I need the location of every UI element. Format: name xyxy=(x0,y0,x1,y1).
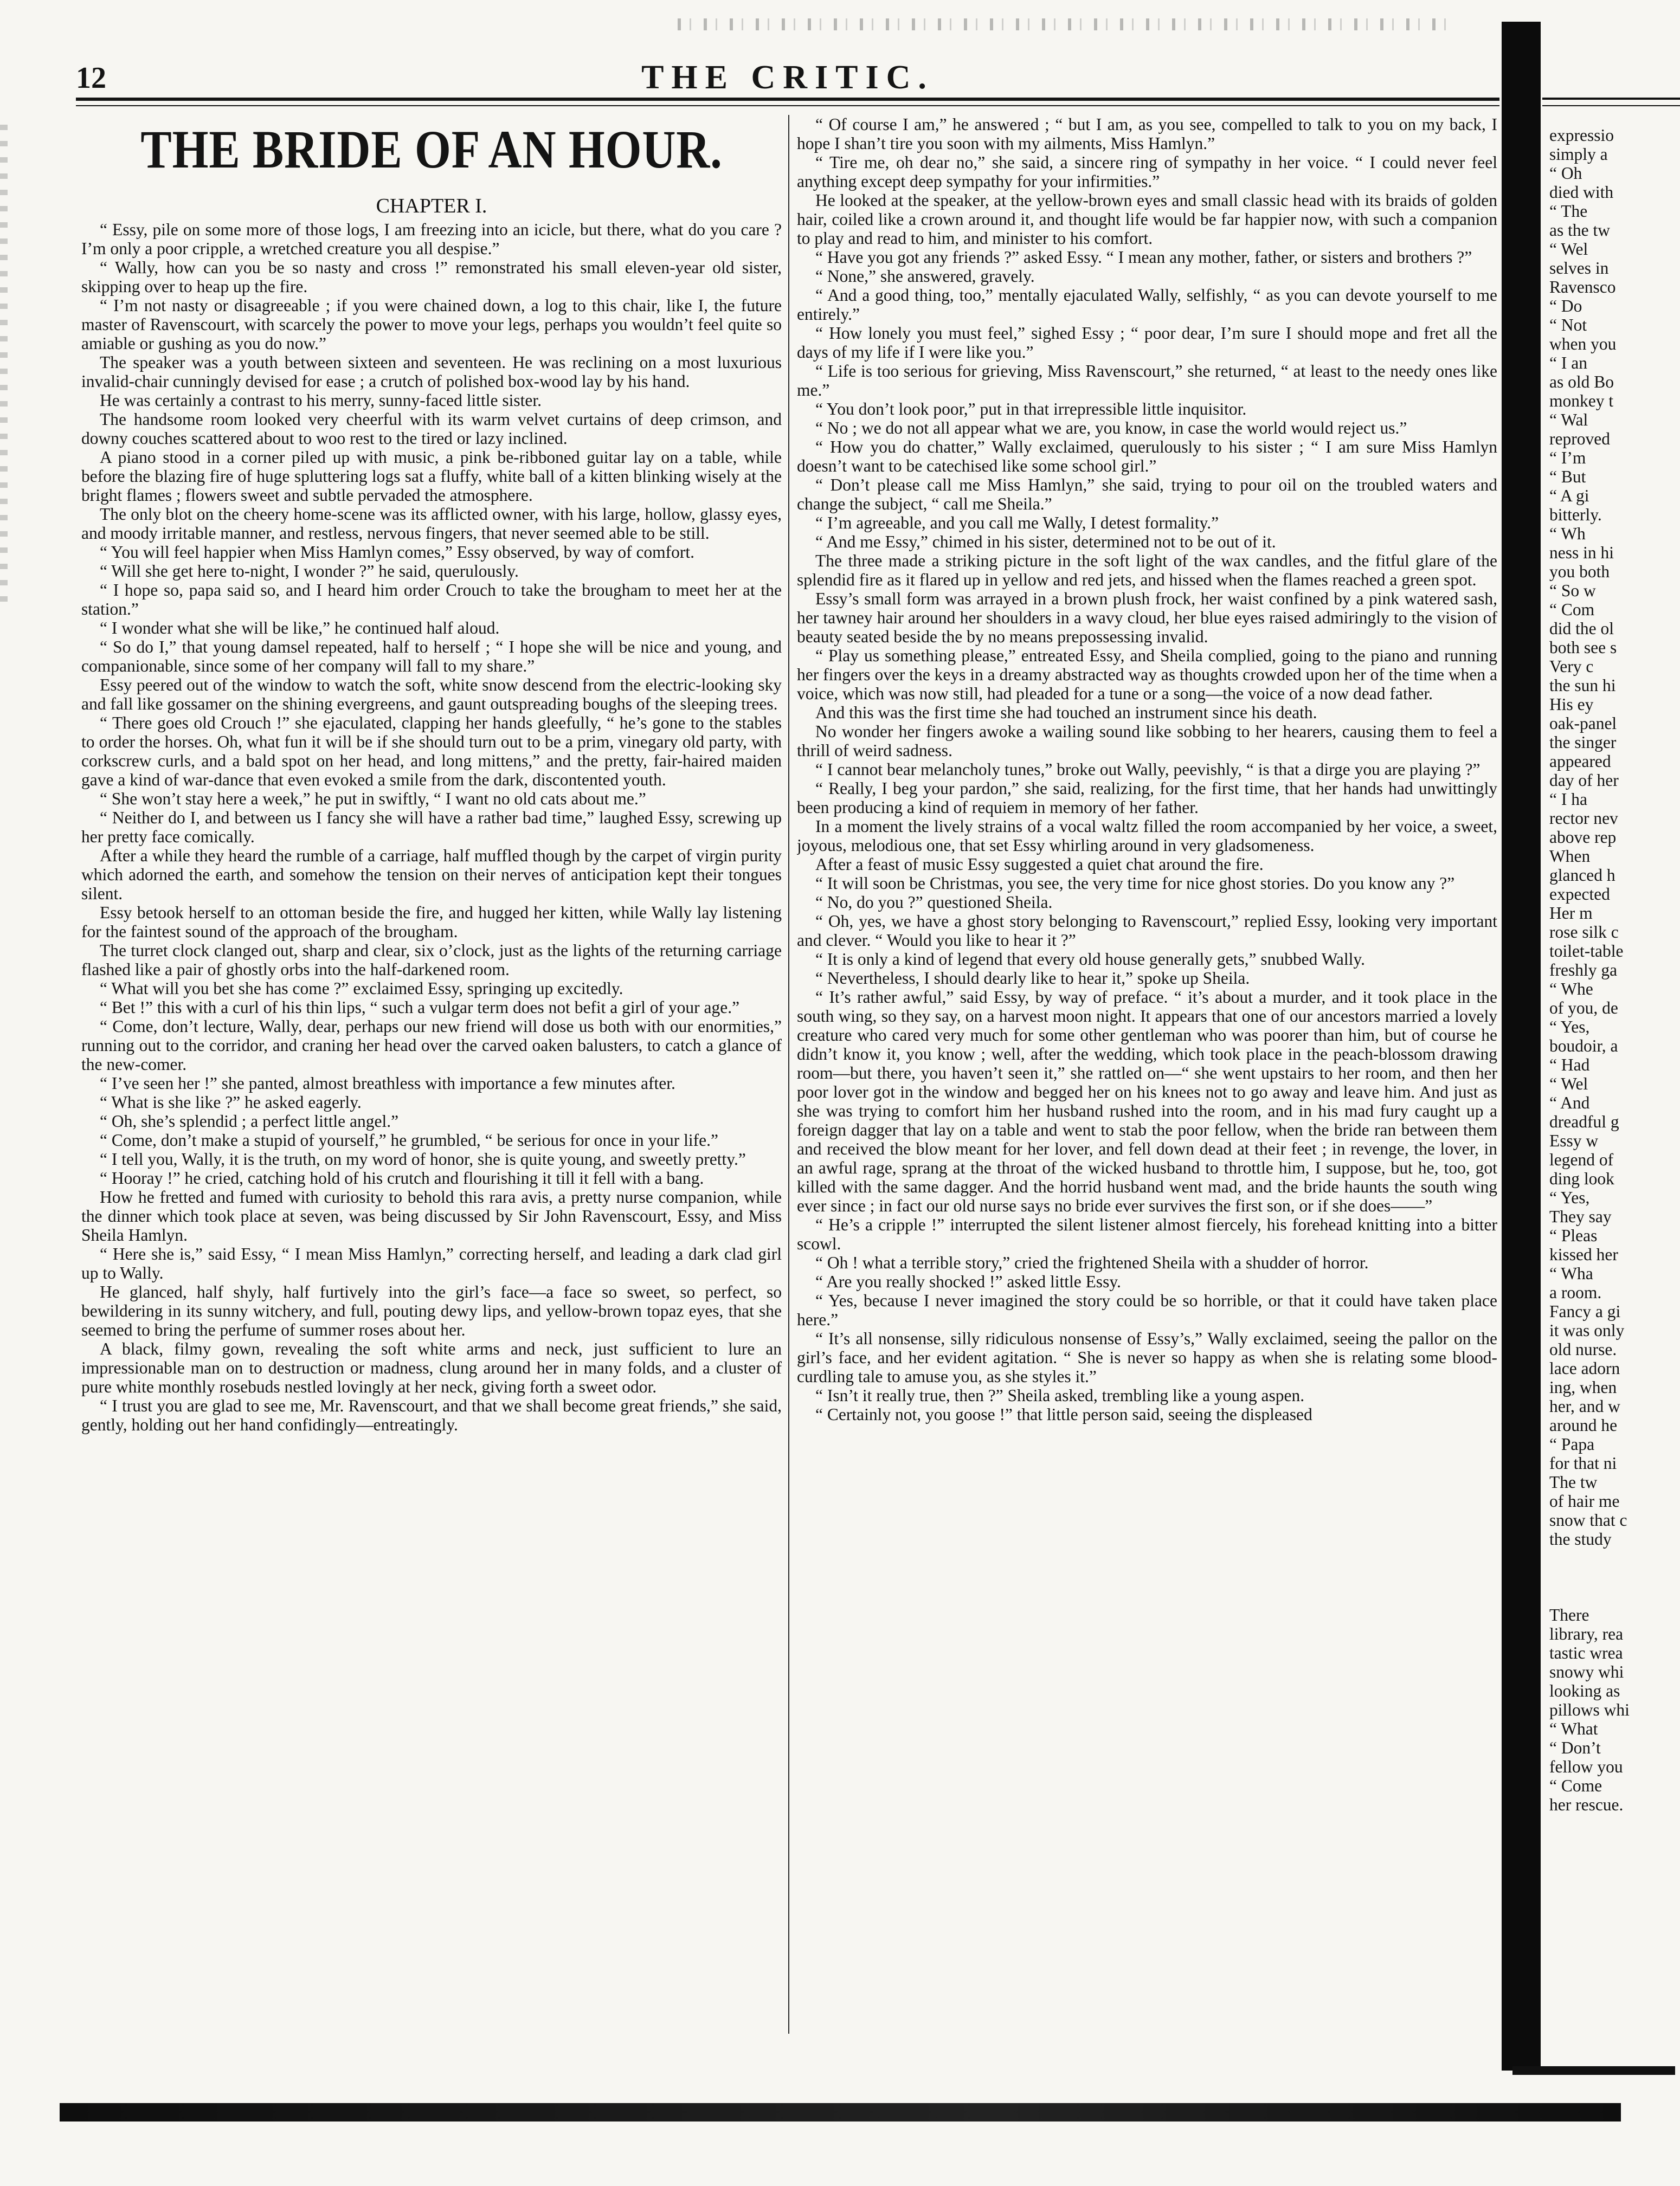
paragraph: “ Of course I am,” he answered ; “ but I am, as you see, compelled to talk to you on my back, I hope I shan’t tire you soon with my ailments, Miss Hamlyn.” xyxy=(797,115,1497,153)
next-page-line-fragment: There xyxy=(1549,1605,1589,1624)
paragraph: “ Wally, how can you be so nasty and cross !” remonstrated his small eleven-year old sister, skipping over to heap up the fire. xyxy=(81,258,782,296)
next-page-line-fragment: “ Whe xyxy=(1549,979,1593,998)
paragraph: The three made a striking picture in the soft light of the wax candles, and the fitful glare of the splendid fire as it flared up in yellow and red jets, and hissed when the flames reached a green spot. xyxy=(797,551,1497,589)
next-page-line-fragment: her rescue. xyxy=(1549,1795,1624,1814)
next-page-line-fragment: for that ni xyxy=(1549,1454,1617,1473)
next-page-line-fragment: lace adorn xyxy=(1549,1359,1620,1378)
next-page-line-fragment: “ Wal xyxy=(1549,410,1588,429)
next-page-line-fragment: “ Wel xyxy=(1549,1074,1588,1093)
paragraph: “ What will you bet she has come ?” exclaimed Essy, springing up excitedly. xyxy=(100,979,623,998)
next-page-line-fragment: you both xyxy=(1549,562,1610,581)
next-page-line-fragment: expected xyxy=(1549,885,1610,904)
next-page-line-fragment: “ Wh xyxy=(1549,524,1586,543)
next-page-line-fragment xyxy=(1549,1568,1674,1587)
paragraph: Essy betook herself to an ottoman beside the fire, and hugged her kitten, while Wally lay listening for the faintest sound of the approach of the brougham. xyxy=(81,903,782,941)
paragraph: “ Neither do I, and between us I fancy she will have a rather bad time,” laughed Essy, screwing up her pretty face comically. xyxy=(81,808,782,846)
page-edge-speckle xyxy=(678,18,1447,30)
paragraph: “ She won’t stay here a week,” he put in swiftly, “ I want no old cats about me.” xyxy=(100,789,646,808)
paragraph: “ I’m not nasty or disagreeable ; if you were chained down, a log to this chair, like I, the future master of Ravenscourt, with scarcely the power to move your legs, perhaps you wouldn’t feel quite so amiable or gushing as you do now.” xyxy=(81,296,782,353)
next-page-line-fragment: simply a xyxy=(1549,145,1608,164)
paragraph: “ And a good thing, too,” mentally ejaculated Wally, selfishly, “ as you can devote yourself to me entirely.” xyxy=(797,286,1497,324)
next-page-line-fragment: glanced h xyxy=(1549,866,1615,885)
paragraph: “ I tell you, Wally, it is the truth, on my word of honor, she is quite young, and sweetly pretty.” xyxy=(100,1150,746,1169)
next-page-line-fragment: “ But xyxy=(1549,467,1586,486)
next-page-line-fragment: above rep xyxy=(1549,828,1617,847)
next-page-line-fragment: pillows whi xyxy=(1549,1700,1630,1719)
next-page-line-fragment: “ So w xyxy=(1549,581,1596,600)
next-page-line-fragment: a room. xyxy=(1549,1283,1602,1302)
text-column-2 xyxy=(797,115,1497,2034)
paragraph: “ Oh, she’s splendid ; a perfect little angel.” xyxy=(100,1112,399,1131)
paragraph: “ It’s all nonsense, silly ridiculous nonsense of Essy’s,” Wally exclaimed, seeing the pallor on the girl’s face, and her evident agitation. “ She is never so happy as when she is relating some blood-curdling tale to amuse you, as she styles it.” xyxy=(797,1329,1497,1386)
next-page-line-fragment: the sun hi xyxy=(1549,676,1616,695)
paragraph: He was certainly a contrast to his merry, sunny-faced little sister. xyxy=(100,391,542,410)
next-page-line-fragment: rector nev xyxy=(1549,809,1618,828)
next-page-line-fragment: old nurse. xyxy=(1549,1340,1617,1359)
next-page-line-fragment: “ Do xyxy=(1549,296,1582,315)
paragraph: “ How lonely you must feel,” sighed Essy ; “ poor dear, I’m sure I should mope and fret all the days of my life if I were like you.” xyxy=(797,324,1497,362)
paragraph: A piano stood in a corner piled up with music, a pink be-ribboned guitar lay on a table, while before the blazing fire of huge spluttering logs sat a fluffy, white ball of a kitten blinking wisely at the bright flames ; flowers sweet and subtle pervaded the atmosphere. xyxy=(81,448,782,505)
paragraph: “ Nevertheless, I should dearly like to hear it,” spoke up Sheila. xyxy=(815,969,1250,988)
next-page-line-fragment: “ Yes, xyxy=(1549,1017,1590,1036)
next-page-line-fragment: “ And xyxy=(1549,1093,1590,1112)
next-page-line-fragment: boudoir, a xyxy=(1549,1036,1618,1055)
paragraph: “ Isn’t it really true, then ?” Sheila asked, trembling like a young aspen. xyxy=(815,1386,1305,1405)
next-page-header-rule xyxy=(1542,98,1680,100)
next-page-line-fragment: ness in hi xyxy=(1549,543,1614,562)
next-page-line-fragment: the study xyxy=(1549,1530,1612,1549)
next-page-line-fragment: bitterly. xyxy=(1549,505,1602,524)
next-page-line-fragment: kissed her xyxy=(1549,1245,1618,1264)
paragraph: “ You don’t look poor,” put in that irrepressible little inquisitor. xyxy=(815,399,1247,418)
next-page-line-fragment: library, rea xyxy=(1549,1624,1624,1643)
next-page-line-fragment: oak-panel xyxy=(1549,714,1617,733)
next-page-header-rule-thin xyxy=(1542,105,1680,106)
next-page-line-fragment: legend of xyxy=(1549,1150,1614,1169)
next-page-line-fragment: “ Come xyxy=(1549,1776,1602,1795)
next-page-foot-mark xyxy=(1512,2066,1675,2075)
next-page-line-fragment: “ The xyxy=(1549,202,1588,221)
next-page-line-fragment: “ A gi xyxy=(1549,486,1589,505)
paragraph: “ What is she like ?” he asked eagerly. xyxy=(100,1093,362,1112)
paragraph: How he fretted and fumed with curiosity to behold this rara avis, a pretty nurse companion, while the dinner which took place at seven, was being discussed by Sir John Ravenscourt, Essy, and Miss Sheila Hamlyn. xyxy=(81,1188,782,1244)
next-page-line-fragment: Ravensco xyxy=(1549,278,1616,296)
next-page-line-fragment: tastic wrea xyxy=(1549,1643,1623,1662)
paragraph: “ Play us something please,” entreated Essy, and Sheila complied, going to the piano and running her fingers over the keys in a dreamy abstracted way as thoughts crowded upon her of the time when a voice, which was now still, had pleaded for a tune or a song—the voice of a now dead father. xyxy=(797,646,1497,703)
next-page-line-fragment: fellow you xyxy=(1549,1757,1623,1776)
next-page-line-fragment: ding look xyxy=(1549,1169,1614,1188)
paragraph: “ No ; we do not all appear what we are, you know, in case the world would reject us.” xyxy=(815,418,1407,437)
paragraph: No wonder her fingers awoke a wailing sound like sobbing to her hearers, causing them to feel a thrill of weird sadness. xyxy=(797,722,1497,760)
paragraph: After a feast of music Essy suggested a quiet chat around the fire. xyxy=(815,855,1264,874)
paragraph: “ Really, I beg your pardon,” she said, realizing, for the first time, that her hands had unwittingly been producing a kind of requiem in memory of her father. xyxy=(797,779,1497,817)
paragraph: “ Here she is,” said Essy, “ I mean Miss Hamlyn,” correcting herself, and leading a dark clad girl up to Wally. xyxy=(81,1244,782,1282)
next-page-line-fragment: of hair me xyxy=(1549,1492,1620,1511)
next-page-line-fragment: expressio xyxy=(1549,126,1614,145)
next-page-line-fragment: “ Don’t xyxy=(1549,1738,1601,1757)
paragraph: “ How you do chatter,” Wally exclaimed, querulously to his sister ; “ I am sure Miss Hamlyn doesn’t want to be catechised like some school girl.” xyxy=(797,437,1497,475)
next-page-line-fragment: snowy whi xyxy=(1549,1662,1624,1681)
next-page-line-fragment: “ Wel xyxy=(1549,240,1588,259)
paragraph: “ Come, don’t make a stupid of yourself,” he grumbled, “ be serious for once in your life.” xyxy=(100,1131,718,1150)
next-page-line-fragment: “ I an xyxy=(1549,353,1587,372)
next-page-line-fragment: it was only xyxy=(1549,1321,1625,1340)
header-rule-thick xyxy=(76,98,1499,101)
paragraph: He glanced, half shyly, half furtively into the girl’s face—a face so sweet, so perfect, so bewildering in its sunny witchery, and full, pouting dewy lips, and yellow-brown topaz eyes, that she seemed to bring the perfume of summer roses about her. xyxy=(81,1282,782,1339)
paragraph: And this was the first time she had touched an instrument since his death. xyxy=(815,703,1317,722)
paragraph: “ Come, don’t lecture, Wally, dear, perhaps our new friend will dose us both with our enormities,” running out to the corridor, and craning her head over the carved oaken balusters, to catch a glance of the new-comer. xyxy=(81,1017,782,1074)
paragraph: He looked at the speaker, at the yellow-brown eyes and small classic head with its braids of golden hair, coiled like a crown around it, and thought life would be far happier now, with such a companion to play and read to him, and minister to his comfort. xyxy=(797,191,1497,248)
next-page-line-fragment: monkey t xyxy=(1549,391,1614,410)
binding-spine-marks xyxy=(0,125,8,612)
paragraph: Essy’s small form was arrayed in a brown plush frock, her waist confined by a pink watered sash, her tawney hair around her shoulders in a wavy cloud, her blue eyes raised admiringly to the vision of beauty seated beside the by no means prepossessing invalid. xyxy=(797,589,1497,646)
next-page-line-fragment: toilet-table xyxy=(1549,942,1624,960)
page-header xyxy=(76,59,1499,96)
next-page-line-fragment: appeared xyxy=(1549,752,1611,771)
paragraph: In a moment the lively strains of a vocal waltz filled the room accompanied by her voice, a sweet, joyous, melodious one, that set Essy whirling around in very gladsomeness. xyxy=(797,817,1497,855)
column-divider xyxy=(788,115,789,2034)
page-number: 12 xyxy=(76,61,106,95)
next-page-line-fragment: as the tw xyxy=(1549,221,1610,240)
next-page-line-fragment: when you xyxy=(1549,334,1617,353)
next-page-line-fragment xyxy=(1549,1587,1674,1605)
next-page-line-fragment: rose silk c xyxy=(1549,923,1619,942)
next-page-line-fragment: Essy w xyxy=(1549,1131,1599,1150)
paragraph: “ He’s a cripple !” interrupted the silent listener almost fiercely, his forehead knitting into a bitter scowl. xyxy=(797,1215,1497,1253)
chapter-heading: CHAPTER I. xyxy=(376,195,487,217)
next-page-line-fragment: “ What xyxy=(1549,1719,1598,1738)
next-page-line-fragment: the singer xyxy=(1549,733,1617,752)
next-page-line-fragment: “ Pleas xyxy=(1549,1226,1598,1245)
next-page-line-fragment: They say xyxy=(1549,1207,1612,1226)
next-page-line-fragment: “ Oh xyxy=(1549,164,1582,183)
next-page-line-fragment: Her m xyxy=(1549,904,1593,923)
paragraph: “ It will soon be Christmas, you see, the very time for nice ghost stories. Do you know any ?” xyxy=(815,874,1455,893)
paragraph: “ It’s rather awful,” said Essy, by way of preface. “ it’s about a murder, and it took place in the south wing, so they say, on a harvest moon night. It appears that one of our ancestors married a lovely creature who cared very much for some other gentleman who was poorer than him, but of course he didn’t know it, you know ; well, after the wedding, which took place in the peach-blossom drawing room—but there, you haven’t seen it,” she rattled on—“ she went upstairs to her room, and then her poor lover got in the window and begged her on his knees not to go away and leave him. And just as she was trying to comfort him her husband rushed into the room, and in his mad fury caught up a foreign dagger that lay on a table and went to stab the poor fellow, when the bride ran between them and received the blow meant for her lover, and fell down dead at their feet ; in revenge, the lover, in an awful rage, sprang at the throat of the wicked husband to throttle him, I suppose, but he, too, got killed with the same dagger. And the horrid husband went mad, and the bride haunts the south wing ever since ; in fact our old nurse says no bride ever survives the first son, or if she does——” xyxy=(797,988,1497,1215)
paragraph: The handsome room looked very cheerful with its warm velvet curtains of deep crimson, and downy couches scattered about to woo rest to the tired or lazy inclined. xyxy=(81,410,782,448)
paragraph: Essy peered out of the window to watch the soft, white snow descend from the electric-looking sky and fall like gossamer on the shining evergreens, and gaunt outspreading boughs of the sleeping trees. xyxy=(81,675,782,713)
next-page-line-fragment: snow that c xyxy=(1549,1511,1627,1530)
next-page-line-fragment: When xyxy=(1549,847,1591,866)
next-page-line-fragment: “ Com xyxy=(1549,600,1595,619)
next-page-line-fragment: both see s xyxy=(1549,638,1617,657)
paragraph: “ No, do you ?” questioned Sheila. xyxy=(815,893,1053,912)
paragraph: “ Don’t please call me Miss Hamlyn,” she said, trying to pour oil on the troubled waters and change the subject, “ call me Sheila.” xyxy=(797,475,1497,513)
paragraph: “ Oh ! what a terrible story,” cried the frightened Sheila with a shudder of horror. xyxy=(815,1253,1369,1272)
paragraph: “ I cannot bear melancholy tunes,” broke out Wally, peevishly, “ is that a dirge you are playing ?” xyxy=(815,760,1481,779)
paragraph: “ I wonder what she will be like,” he continued half aloud. xyxy=(100,618,500,637)
paragraph: “ Hooray !” he cried, catching hold of his crutch and flourishing it till it fell with a bang. xyxy=(100,1169,704,1188)
paragraph: “ I’ve seen her !” she panted, almost breathless with importance a few minutes after. xyxy=(100,1074,675,1093)
next-page-clipped-column xyxy=(1549,126,1674,2055)
paragraph: “ So do I,” that young damsel repeated, half to herself ; “ I hope she will be nice and young, and companionable, since some of her company will fall to my share.” xyxy=(81,637,782,675)
paragraph: “ I’m agreeable, and you call me Wally, I detest formality.” xyxy=(815,513,1219,532)
paragraph: “ None,” she answered, gravely. xyxy=(815,267,1035,286)
paragraph: “ I trust you are glad to see me, Mr. Ravenscourt, and that we shall become great friends,” she said, gently, holding out her hand confidingly—entreatingly. xyxy=(81,1396,782,1434)
next-page-line-fragment: “ Not xyxy=(1549,315,1587,334)
header-rule-thin xyxy=(76,105,1499,106)
paragraph: “ Have you got any friends ?” asked Essy. “ I mean any mother, father, or sisters and brothers ?” xyxy=(815,248,1472,267)
masthead: THE CRITIC. xyxy=(641,59,934,96)
next-page-line-fragment: “ Papa xyxy=(1549,1435,1595,1454)
paragraph: “ Essy, pile on some more of those logs, I am freezing into an icicle, but there, what do you care ? I’m only a poor cripple, a wretched creature you all despise.” xyxy=(81,220,782,258)
paragraph: “ Tire me, oh dear no,” she said, a sincere ring of sympathy in her voice. “ I could never feel anything except deep sympathy for your infirmities.” xyxy=(797,153,1497,191)
next-page-line-fragment: Very c xyxy=(1549,657,1594,676)
next-page-line-fragment: her, and w xyxy=(1549,1397,1620,1416)
next-page-line-fragment: looking as xyxy=(1549,1681,1620,1700)
paragraph: “ Yes, because I never imagined the story could be so horrible, or that it could have taken place here.” xyxy=(797,1291,1497,1329)
next-page-line-fragment: “ Wha xyxy=(1549,1264,1593,1283)
next-page-line-fragment: of you, de xyxy=(1549,998,1618,1017)
next-page-line-fragment: “ Yes, xyxy=(1549,1188,1590,1207)
next-page-line-fragment: The tw xyxy=(1549,1473,1598,1492)
story-title: THE BRIDE OF AN HOUR. xyxy=(140,119,723,179)
next-page-line-fragment: as old Bo xyxy=(1549,372,1614,391)
text-column-1 xyxy=(81,115,782,2034)
paragraph: “ I hope so, papa said so, and I heard him order Crouch to take the brougham to meet her at the station.” xyxy=(81,581,782,618)
book-binding-shadow xyxy=(1502,22,1541,2071)
paragraph: After a while they heard the rumble of a carriage, half muffled though by the carpet of virgin purity which adorned the earth, and somehow the tension on their nerves of anticipation kept their tongues silent. xyxy=(81,846,782,903)
paragraph: “ Oh, yes, we have a ghost story belonging to Ravenscourt,” replied Essy, looking very important and clever. “ Would you like to hear it ?” xyxy=(797,912,1497,950)
next-page-line-fragment: His ey xyxy=(1549,695,1594,714)
next-page-line-fragment: “ Had xyxy=(1549,1055,1590,1074)
paragraph: “ Certainly not, you goose !” that little person said, seeing the displeased xyxy=(815,1405,1312,1424)
next-page-line-fragment: did the ol xyxy=(1549,619,1614,638)
paragraph: A black, filmy gown, revealing the soft white arms and neck, just sufficient to lure an impressionable man on to destruction or madness, clung around her in many folds, and a cluster of pure white monthly rosebuds nestled lovingly at her neck, giving forth a sweet odor. xyxy=(81,1339,782,1396)
paragraph: “ Will she get here to-night, I wonder ?” he said, querulously. xyxy=(100,562,519,581)
paragraph: “ And me Essy,” chimed in his sister, determined not to be out of it. xyxy=(815,532,1276,551)
next-page-line-fragment: ing, when xyxy=(1549,1378,1617,1397)
paragraph: The only blot on the cheery home-scene was its afflicted owner, with his large, hollow, glassy eyes, and moody irritable manner, and restless, nervous fingers, that never seemed able to be still. xyxy=(81,505,782,543)
next-page-line-fragment: died with xyxy=(1549,183,1614,202)
next-page-line-fragment: “ I ha xyxy=(1549,790,1587,809)
paragraph: The speaker was a youth between sixteen and seventeen. He was reclining on a most luxurious invalid-chair cunningly devised for ease ; a crutch of polished box-wood lay by his hand. xyxy=(81,353,782,391)
page-bottom-edge xyxy=(60,2103,1621,2121)
next-page-line-fragment: dreadful g xyxy=(1549,1112,1619,1131)
next-page-line-fragment xyxy=(1549,1549,1674,1568)
paragraph: “ Life is too serious for grieving, Miss Ravenscourt,” she returned, “ at least to the needy ones like me.” xyxy=(797,362,1497,399)
next-page-line-fragment: around he xyxy=(1549,1416,1618,1435)
paragraph: “ It is only a kind of legend that every old house generally gets,” snubbed Wally. xyxy=(815,950,1365,969)
paragraph: “ There goes old Crouch !” she ejaculated, clapping her hands gleefully, “ he’s gone to the stables to order the horses. Oh, what fun it will be if she should turn out to be a prim, vinegary old party, with corkscrew curls, and a bald spot on her head, and long mittens,” and the pretty, fair-haired maiden gave a kind of war-dance that even evoked a smile from the dark, discontented youth. xyxy=(81,713,782,789)
paragraph: “ You will feel happier when Miss Hamlyn comes,” Essy observed, by way of comfort. xyxy=(100,543,695,562)
next-page-line-fragment: “ I’m xyxy=(1549,448,1586,467)
paragraph: “ Bet !” this with a curl of his thin lips, “ such a vulgar term does not befit a girl of your age.” xyxy=(100,998,740,1017)
next-page-line-fragment: Fancy a gi xyxy=(1549,1302,1621,1321)
next-page-line-fragment: day of her xyxy=(1549,771,1619,790)
next-page-line-fragment: freshly ga xyxy=(1549,960,1618,979)
paragraph: The turret clock clanged out, sharp and clear, six o’clock, just as the lights of the returning carriage flashed like a pair of ghostly orbs into the half-darkened room. xyxy=(81,941,782,979)
paragraph: “ Are you really shocked !” asked little Essy. xyxy=(815,1272,1121,1291)
next-page-line-fragment: selves in xyxy=(1549,259,1609,278)
next-page-line-fragment: reproved xyxy=(1549,429,1610,448)
